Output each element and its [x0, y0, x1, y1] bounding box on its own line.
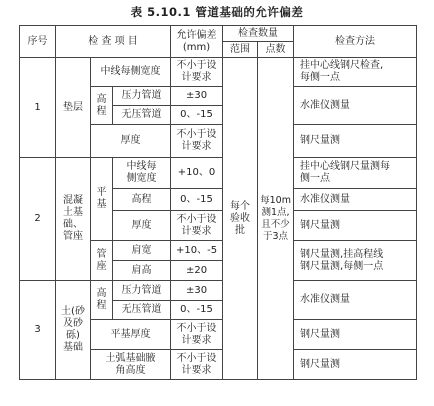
method-shoulder: 钢尺量测,挂高程线 钢尺量测,每侧一点	[294, 241, 417, 281]
method-level-1: 水准仪测量	[294, 87, 417, 125]
tol-elevation-2: 0、-15	[171, 189, 223, 211]
tol-centerline-width: 不小于设 计要求	[171, 58, 223, 87]
category-cushion: 垫层	[56, 58, 91, 158]
item-thickness-2: 厚度	[113, 211, 171, 241]
tolerance-table	[19, 25, 417, 380]
header-seq: 序号	[20, 26, 56, 58]
method-elevation-2: 水准仪测量	[294, 189, 417, 211]
tol-pressure-pipe-3: ±30	[171, 281, 223, 301]
item-gravity-pipe-3: 无压管道	[113, 301, 171, 320]
item-elevation-2: 高程	[113, 189, 171, 211]
item-pressure-pipe-3: 压力管道	[113, 281, 171, 301]
method-centerline-width-2: 挂中心线钢尺量测每 侧一点	[294, 158, 417, 189]
seq-1: 1	[20, 58, 56, 158]
tol-gravity-pipe-1: 0、-15	[171, 106, 223, 125]
category-concrete-base: 混凝 土基 础、 管座	[56, 158, 91, 281]
header-range: 范围	[223, 42, 258, 58]
header-points: 点数	[258, 42, 294, 58]
tol-shoulder-height: ±20	[171, 261, 223, 281]
tol-thickness-2: 不小于设 计要求	[171, 211, 223, 241]
tol-flat-thickness-3: 不小于设 计要求	[171, 320, 223, 350]
tol-arc-base-haunch: 不小于设 计要求	[171, 350, 223, 380]
item-gravity-pipe-1: 无压管道	[113, 106, 171, 125]
item-flat-thickness-3: 平基厚度	[91, 320, 171, 350]
subitem-pipe-seat: 管座	[91, 241, 113, 281]
method-thickness-1: 钢尺量测	[294, 125, 417, 158]
table-title: 表 5.10.1 管道基础的允许偏差	[130, 5, 304, 19]
method-flat-thickness-3: 钢尺量测	[294, 320, 417, 350]
item-centerline-width: 中线每侧宽度	[91, 58, 171, 87]
subitem-elevation-1: 高程	[91, 87, 113, 125]
tol-centerline-width-2: +10、0	[171, 158, 223, 189]
subitem-elevation-3: 高程	[91, 281, 113, 320]
item-shoulder-height: 肩高	[113, 261, 171, 281]
tol-gravity-pipe-3: 0、-15	[171, 301, 223, 320]
item-centerline-width-2: 中线每 侧宽度	[113, 158, 171, 189]
header-method: 检查方法	[294, 26, 417, 58]
item-shoulder-width: 肩宽	[113, 241, 171, 261]
item-thickness-1: 厚度	[91, 125, 171, 158]
check-points-all: 每10m 测1点, 且不少 于3点	[258, 58, 294, 380]
method-level-3: 水准仪测量	[294, 281, 417, 320]
method-arc-base-haunch: 钢尺量测	[294, 350, 417, 380]
tol-pressure-pipe-1: ±30	[171, 87, 223, 106]
method-thickness-2: 钢尺量测	[294, 211, 417, 241]
method-centerline-width: 挂中心线钢尺检查, 每侧一点	[294, 58, 417, 87]
header-tolerance: 允许偏差 (mm)	[171, 26, 223, 58]
item-arc-base-haunch: 土弧基础腋 角高度	[91, 350, 171, 380]
item-pressure-pipe-1: 压力管道	[113, 87, 171, 106]
tol-thickness-1: 不小于设 计要求	[171, 125, 223, 158]
seq-3: 3	[20, 281, 56, 380]
check-range-all: 每个 验收 批	[223, 58, 258, 380]
subitem-flat-base: 平基	[91, 158, 113, 241]
seq-2: 2	[20, 158, 56, 281]
header-quantity: 检查数量	[223, 26, 294, 42]
category-soil-base: 土(砂 及砂 砾) 基础	[56, 281, 91, 380]
header-item: 检 查 项 目	[56, 26, 171, 58]
tol-shoulder-width: +10、-5	[171, 241, 223, 261]
